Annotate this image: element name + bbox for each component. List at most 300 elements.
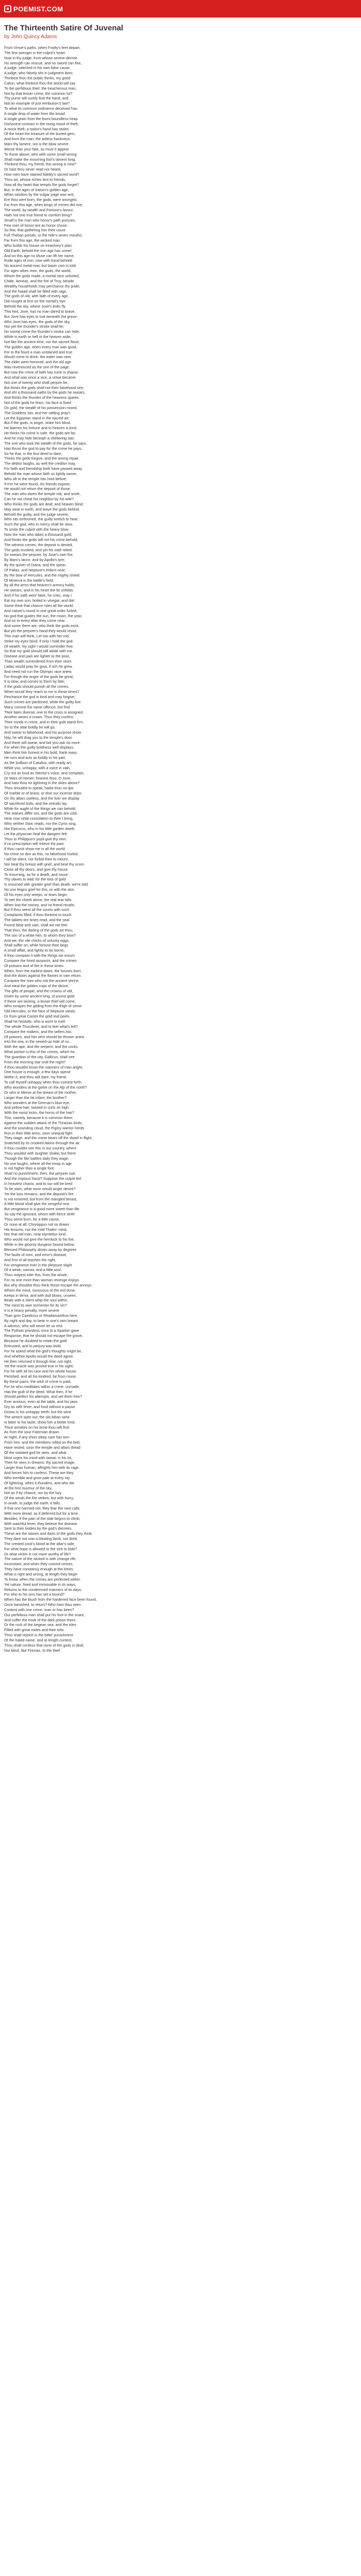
poem-line: When wisdom by the vulgar page was writ,	[4, 192, 75, 197]
poem-line: Not one of twenty who shall perjure be,	[4, 380, 69, 385]
poem-line: And oh! a thousand oaths by the gods he swears,	[4, 390, 86, 395]
poem-line: And thinks the gods will not his crime behold;	[4, 537, 78, 542]
poem-line: This hint, Jove, has no man dared to brave,	[4, 309, 76, 314]
poem-line: Of the winds the fire strikes, but with hurry,	[4, 1496, 74, 1501]
poem-line: The gifts of people, and the crowns of old,	[4, 988, 73, 993]
poem-line: Compare the hired assassin, and the crimes	[4, 958, 77, 963]
poem-line: No one laughs, where all the troop in age	[4, 1161, 72, 1166]
poem-line: When lost the money, and no friend recalls.	[4, 902, 75, 907]
poem-line: Such crimes are pardoned, while the guilty live.	[4, 699, 82, 704]
poem-line: Shall he hesitate, who is wont to melt	[4, 1019, 65, 1024]
poem-line: With watchful fever, they believe the disease	[4, 1521, 77, 1526]
poem-line: Has thrust the god to pay for the crime he pays.	[4, 446, 83, 451]
poem-line: Dry as with fever, and food without a pause	[4, 1404, 75, 1410]
poem-line: Thou mayest infer this, from the whole,	[4, 1273, 68, 1278]
poem-line: Or the rock of the Aegean sea, and the isles	[4, 1622, 76, 1628]
poem-line: And need not run the Olympic race anew.	[4, 669, 72, 674]
poem-line: Is mourned with greater grief than death, we're told.	[4, 882, 89, 887]
poem-line: But if the gods, in anger, strike him blind,	[4, 420, 71, 426]
poem-line: In heaviest chains, and to our will be bred	[4, 1181, 73, 1186]
poem-line: Wealthy households may perchance thy pride;	[4, 283, 80, 289]
poem-line: Thee he sees in dreams; thy sacred image,	[4, 1460, 75, 1465]
poem-line: Of the heart the treasure of the buried gem,	[4, 131, 76, 137]
poem-line: Of the hated name, and at length content,	[4, 1637, 73, 1642]
poem-line: Sent to their bodies by the god's decrees.	[4, 1526, 73, 1531]
poem-line: Far from this age, when kings of crimes did rise;	[4, 202, 83, 208]
poem-line: Who sits enthroned, the guilty wretch to hear;	[4, 517, 79, 522]
poem-line: For who to his sins has set a bound?	[4, 1592, 65, 1597]
poem-line: If thou compare it with the things we mourn.	[4, 953, 76, 958]
poem-line: If thou canst show me in all the world	[4, 846, 65, 852]
poem-line: The man who dares the temple rob, and smile,	[4, 492, 81, 497]
poem-line: For he with all his race and his whole house,	[4, 1369, 77, 1374]
poem-line: A witness, who will never let us rest.	[4, 1323, 63, 1328]
poem-line: The Pythian priestess once to a Spartan gave	[4, 1328, 79, 1333]
poem-line: Men think him honest in his bold, frank ways.	[4, 750, 78, 755]
poem-line: In wrath, to judge the earth, it falls.	[4, 1501, 61, 1506]
poem-line: Eat my own son, boiled in vinegar, and die!	[4, 598, 75, 603]
poem-line: Thinkest thou the public thinks, my good	[4, 76, 71, 81]
poem-line: From him, and the members rolled on the bed,	[4, 1440, 80, 1445]
poem-line: Who thinks the gods are deaf, and heaven blind,	[4, 501, 84, 506]
poem-line: Of his eyes only weeps, or tears begin	[4, 892, 67, 897]
poem-line: Or Mars of Homer; hearest thou, O Jove,	[4, 775, 72, 781]
poem-line: And yellow hair, twisted in curls on high,	[4, 1105, 70, 1110]
poem-line: Who neither Stoic reads, nor the Cynic sing,	[4, 821, 77, 826]
poem-line: As the buffoon of Catullus, with ready art;	[4, 760, 72, 765]
poem-line: Beats with a silent whip the soul within,	[4, 1298, 69, 1303]
poem-line: He blames his fortune and to heaven is kind.	[4, 426, 77, 431]
poem-line: Chide, Aeneas, and the fire of Troy, beside	[4, 278, 74, 283]
poem-line: Is not restored; but from the mangled breast,	[4, 1196, 77, 1201]
poem-line: Or who in Meroe at the breast of the mother,	[4, 1090, 77, 1095]
poem-line: Has the guilt of the deed. What then, if he	[4, 1389, 73, 1394]
poem-line: Response, that he should not escape the grave,	[4, 1333, 83, 1338]
poem-line: That thou, the darling of the gods art thou,	[4, 927, 73, 933]
poem-line: If these are lacking, a lesser thief will come,	[4, 998, 76, 1004]
poem-line: Disease and pain are lighter to the poor,	[4, 654, 70, 659]
poem-line: The crested cock's blood at the altar's side;	[4, 1541, 75, 1546]
poem-line: Who would not give the hemlock to his foe,	[4, 1237, 75, 1242]
poem-line: Not as if by chance, nor by the fury	[4, 1490, 62, 1496]
poem-line: By all the arms that heaven's armory holds,	[4, 583, 75, 588]
poem-line: No one feigns grief for this, or with the skin	[4, 887, 74, 892]
poem-line: So say the ignorant, whom with fierce strife	[4, 1212, 75, 1217]
poem-line: If thou couldst see this in our country, where	[4, 1146, 77, 1151]
poem-line: Thou shalt rejoice in the bitter punishment	[4, 1633, 73, 1638]
poem-line: Let the Egyptian stand in the sacred air;	[4, 415, 70, 420]
poem-line: At night, if any short sleep care has torn	[4, 1435, 70, 1440]
poem-line: No strength can rescue, and no sword can flee,	[4, 60, 82, 65]
poem-line: Whom the mind, conscious of the evil done,	[4, 1287, 76, 1293]
poem-line: Did nought at first on the mortal's eye	[4, 299, 65, 304]
poem-line: If that one harmed not, they fear the next calls	[4, 1506, 80, 1511]
poem-line: Of lightning, when it thunders, and who die	[4, 1480, 74, 1485]
poem-line: While in the gloomy dungeon bound below.	[4, 1242, 75, 1247]
poem-line: To those above, who with some small wrong	[4, 151, 77, 157]
poem-line: The elder were honored, and the old age	[4, 360, 71, 365]
site-name: POEMIST.COM	[13, 5, 63, 13]
poem-line: Who Jove has eyes, the gods of the sky,	[4, 319, 71, 324]
poem-line: Thou shalt confess that none of the gods is deaf,	[4, 1642, 85, 1648]
poem-line: The Goddess Isis, and her rattling pray'r,	[4, 410, 71, 415]
poem-line: Rude ages of iron, now with fraud behold!	[4, 258, 73, 263]
poem-line: And he may hide beneath a sheltering star;	[4, 435, 75, 440]
poem-line: From the morning star until the night?	[4, 1059, 66, 1064]
poem-line: Thou shouldst to speak, hadst thou no lips	[4, 786, 74, 791]
poem-line: For he who meditates within a crime, unmade,	[4, 1384, 80, 1389]
poem-line: Complaints filled, if thou thinkest to touch	[4, 912, 72, 918]
poem-line: Blessed Philosophy drives away by degrees	[4, 1247, 77, 1252]
poem-line: If e'er he were found, his friends expose,	[4, 481, 71, 486]
poem-line: Behold the sky, where Jove's bolts fly.	[4, 304, 67, 309]
poem-line: Hath not one true friend to comfort bring?	[4, 212, 72, 217]
poem-line: It is slow, and comes to them by fate;	[4, 679, 65, 684]
poem-line: But vengeance is a good more sweet than life.	[4, 1207, 80, 1212]
poem-line: The gods of old, with faith of every age,	[4, 294, 69, 299]
poem-line: So to the altar boldly he will go,	[4, 725, 56, 730]
poem-line: And forces him to confess. These are they	[4, 1470, 74, 1476]
poem-line: And first of all teaches the right,	[4, 1257, 56, 1262]
poem-line: Dishonest contract in the rising mood of theft;	[4, 121, 79, 126]
poem-line: Not by that lesser crime, the common lot?	[4, 91, 73, 96]
poem-line: Mars thy lament, not is the blow severe	[4, 142, 69, 147]
poem-line: He swears, and in his heart the lie unfolds.	[4, 588, 74, 593]
poem-line: This, namely, because it is common there.	[4, 1115, 74, 1121]
site-logo[interactable]	[4, 5, 63, 13]
poem-line: Yet nature, fixed and immovable in its ways,	[4, 1582, 76, 1587]
poem-line: But if thou seest all the courts with such	[4, 907, 70, 912]
poem-line: I will be silent, nor forbid thee to mourn,	[4, 857, 69, 861]
poem-line: Old Earth, behold the iron age has come!	[4, 248, 72, 253]
poem-line: Found false and vain, shall we not feel	[4, 922, 68, 927]
poem-line: Thou wouldst with laughter shake; but there	[4, 1150, 76, 1156]
poem-line: To know, when the crimes are perfected within.	[4, 1577, 81, 1582]
poem-line: Than grim Caedicius or Rhadamanthus here,	[4, 1313, 78, 1318]
poem-line: And hast thou no lightning in the skies above?	[4, 781, 80, 786]
poem-line: Within it, and thou wilt dare, my friend,	[4, 1075, 67, 1080]
poem-line: On thy altars useless, and the liver we display	[4, 795, 79, 801]
poem-line: No god that guides the sun, the moon, the year,	[4, 613, 83, 618]
poem-line: Another wears a crown. Thus they confirm	[4, 715, 74, 720]
poem-line: But, in the ages of Saturn's golden age,	[4, 187, 69, 192]
poem-line: To wet the cheek alone; the real tear falls	[4, 897, 72, 902]
poem-line: By the bow of Hercules, and the mighty shield	[4, 572, 79, 578]
poem-title: The Thirteenth Satire Of Juvenal	[4, 24, 123, 32]
poem-line: They wage, and the crane bears off the dwarf in flight,	[4, 1136, 93, 1141]
poem-line: The faults of men, and error's disease,	[4, 1252, 68, 1257]
poem-line: And what was once a vice, a virtue became.	[4, 375, 77, 380]
poem-line: A single drop of water from the broad	[4, 111, 65, 116]
poem-line: For what hope is allowed to the sick to bide?	[4, 1546, 77, 1551]
poem-line: Shall no punishment, then, the perjurer suit,	[4, 1171, 76, 1176]
poem-line: Thick wrinkles on his brow thou wilt find	[4, 1425, 69, 1430]
poem-line: And the impious fraud? Suppose the culprit led	[4, 1176, 81, 1181]
poem-line: Who wonders at the German's blue eye,	[4, 1100, 71, 1105]
poem-line: Behold the man whose faith so lightly swore,	[4, 471, 77, 476]
poem-line: When would they reach to me in these times?	[4, 689, 79, 694]
poem-line: Of Pallas, and Neptune's trident near;	[4, 567, 66, 572]
poem-line: While you, unhappy, with a voice in vain,	[4, 765, 71, 770]
poem-line: If no prescription will relieve thy pain.	[4, 841, 65, 846]
poem-line: Yet the oracle was proved true in his sight;	[4, 1364, 74, 1369]
poem-line: It is a heavy penalty, more severe	[4, 1308, 59, 1313]
poem-line: His lessons, nor the mild Thales' mind,	[4, 1227, 68, 1232]
poem-line: But Jove has eyes to lurk beneath the grave;	[4, 314, 78, 319]
poem-line: Nor yet the thunder's stroke shall lie;	[4, 324, 64, 329]
poem-line: Hear now what consolation to thee I bring,	[4, 816, 74, 821]
poem-line: Close all thy doors, and give thy house	[4, 867, 68, 872]
poem-line: By night and day, to bear in one's own breast	[4, 1318, 78, 1323]
poem-line: He then returned it through fear, not right,	[4, 1359, 72, 1364]
poem-line: Not an example of just retribution's law?	[4, 101, 70, 106]
poem-line: To call thyself unhappy when thou comest forth.	[4, 1080, 83, 1085]
poem-line: So swears the perjurer, by Jove's own fire,	[4, 552, 74, 557]
poem-line: When, from the earliest dawn, the houses burn,	[4, 968, 83, 973]
poem-line: By these pains, the wish of crime is paid;	[4, 1379, 71, 1384]
logo-mark-icon	[4, 5, 11, 12]
poem-line: For ages when men, the gods, the world,	[4, 268, 72, 274]
poem-line: Or hast thou never read nor heard,	[4, 167, 61, 172]
poem-line: Thou art, whose riches lent to friends,	[4, 177, 66, 182]
poem-line: Far from this age, the wicked man	[4, 238, 60, 243]
poem-line: Not of the gods he fears, his face is fixed	[4, 400, 71, 405]
poem-line: The statues differ not, and the gods are cold.	[4, 811, 78, 816]
poem-line: With more dread, as if deferred but for a time.	[4, 1511, 79, 1516]
poem-line: Than wealth surrendered from their store.	[4, 659, 73, 664]
poem-line: Thy slaves to wail; for the loss of gold	[4, 877, 66, 882]
poem-line: And on this age no Muse can lift her name,	[4, 253, 75, 258]
poem-line: He runs and acts as boldly in his part,	[4, 755, 66, 760]
poem-line: Ere thou wert born, the gods, were wronged,	[4, 197, 77, 202]
poem-line: At the first murmur of the sky,	[4, 1485, 53, 1490]
poem-line: Was reverenced as the sire of the page;	[4, 365, 70, 370]
poem-line: Cry out as loud as Stentor's voice, and complain,	[4, 770, 85, 775]
poem-line: By the quiver of Diana, and the spear,	[4, 563, 67, 568]
poem-line: Have rested, soon the temple and altars dread	[4, 1445, 80, 1450]
poem-line: With the ape, and the serpent, and the cocks.	[4, 1044, 79, 1049]
poem-line: They dare not vow a bleating lamb, nor drink	[4, 1536, 77, 1541]
poem-line: And we, the vile chicks of unlucky eggs,	[4, 938, 70, 943]
poem-line: Into the sea, in the sewed-up hide of ox,	[4, 1039, 70, 1044]
poem-line: Or none at all; Chrysippus not so draws	[4, 1222, 69, 1227]
poem-line: Shall suffer on, while fortune thee begs.	[4, 943, 70, 948]
poem-line: Thinks the gods forgive, and the wrong repair.	[4, 456, 79, 461]
poem-line: While for aught of the things we can behold,	[4, 806, 76, 811]
poem-line: Not like the ancient time, nor the sacred flood,	[4, 339, 80, 344]
poem-line: And from the man, the artless frankness.	[4, 137, 71, 142]
poem-line: A single grain from the burnt boundless heap	[4, 116, 78, 121]
poem-line: Of wealth; my sight I would surrender free,	[4, 643, 74, 649]
poem-line: Worse than your fate, so must it appear	[4, 146, 69, 151]
poem-line: Or what victim is not more worthy of life?	[4, 1551, 71, 1556]
poem-line: Small is the man who honor's path pursues,	[4, 217, 76, 223]
poem-line: The golden age, when every man was good,	[4, 344, 77, 349]
poem-line: They have constancy enough at the times;	[4, 1567, 74, 1572]
poem-line: Now the man who takes a thousand gold,	[4, 532, 72, 537]
poem-line: Let the physician heal the dangers felt;	[4, 831, 68, 836]
poem-line: Now all thy heart that tempts the gods forget?	[4, 182, 79, 187]
poem-line: Thinkest thou, my friend, this wrong is new?	[4, 162, 76, 167]
poem-line: Thy purse will surely find the hand, and	[4, 96, 69, 101]
poem-line: And swear to falsehood, and his purpose show.	[4, 730, 82, 735]
poem-line: For no one more than woman revenge enjoys.	[4, 1278, 80, 1283]
poem-line: But thinks the gods shall not their falsehood see;	[4, 385, 84, 390]
poem-line: Nor blind, like Tiresias, to the thief.	[4, 1648, 61, 1653]
poem-line: When has the blush from the hardened face been found,	[4, 1597, 97, 1602]
poem-line: For when the guilty boldness well displays,	[4, 745, 74, 750]
poem-line: Would come to drink; the water was new;	[4, 354, 72, 360]
poem-line: Yet the loss remains, and the deposit's fire	[4, 1191, 74, 1196]
poem-line: The debtor laughs, as well the creditor may,	[4, 461, 76, 466]
poem-line: The witness comes, the deposit is denied,	[4, 542, 73, 547]
poem-line: And suffer the hook of the dark prison there,	[4, 1617, 77, 1622]
poem-content	[0, 18, 361, 1653]
poem-line: Strike my eyes blind, if only I hold the god	[4, 638, 73, 643]
poem-line: And the doors against the flames in vain return.	[4, 973, 82, 978]
poem-line: Their minds in crime, and in their guilt stand firm.	[4, 720, 84, 725]
poem-line: No crime so dire as this, no falsehood hurled,	[4, 852, 79, 857]
poem-line: Most urges his mind with sweat, in his lot,	[4, 1455, 73, 1460]
poem-line: For to the fount a man unstained and true	[4, 349, 73, 354]
poem-line: And there will swear, and bid you ask no more.	[4, 740, 81, 745]
poem-line: Besides, if the pain of the side begins to climb,	[4, 1516, 80, 1521]
poem-line: Who scrapes the gilding from the thigh of some	[4, 1004, 82, 1009]
poem-line: Compare the makers, and the sellers too,	[4, 1029, 72, 1034]
poem-line: Keeps in terror, and with dull blows, unseen,	[4, 1293, 77, 1298]
poem-line: Thou seest burn, for a little cause,	[4, 1216, 60, 1222]
poem-line: The first avenger is the culprit's heart.	[4, 50, 66, 55]
poem-line: Returns to the condemned manners of its days.	[4, 1587, 83, 1592]
poem-line: For he asked what the god's thoughts might be,	[4, 1348, 83, 1353]
poem-line: The one who took the wealth of the gods, he says,	[4, 440, 87, 446]
poem-line: But why shouldst thou think those escape the annoys	[4, 1282, 92, 1287]
poem-line: If thou wouldst know the manners of man aright,	[4, 1064, 84, 1070]
poem-line: Perished, and all his kindred, far from rouse.	[4, 1374, 77, 1379]
poem-line: A judge, who falsely sits in judgment laws;	[4, 71, 73, 76]
poem-line: This man will think, Let Isis with her rod,	[4, 633, 70, 638]
poem-line: A little blood shall give the vengeful rest.	[4, 1201, 70, 1207]
poem-line: Grows in his unhappy teeth; but the wine	[4, 1409, 71, 1414]
poem-line: Entrusted, and to perjury was bold,	[4, 1344, 62, 1348]
poem-line: By Mars's lance, and by Apollo's lyre;	[4, 557, 65, 563]
poem-line: Ever anxious, even at the table, and his jaws	[4, 1399, 78, 1404]
poem-line: And nature's round in one great order furled;	[4, 608, 77, 613]
poem-line: Who tremble and grow pale at every ray	[4, 1475, 70, 1480]
poem-line: The whole Thunderer, and to feel what's felt?	[4, 1024, 78, 1029]
poem-line: Filled with great exiles and their toils.	[4, 1628, 65, 1633]
poem-line: Such the god, who in mercy shall be slow,	[4, 522, 73, 527]
poem-line: Who wonders at the goitre on the Alp of the north?	[4, 1084, 87, 1090]
poem-line: To be slain; what more would anger desire?	[4, 1186, 76, 1191]
poem-line: For though the anger of the gods be great,	[4, 674, 74, 679]
poem-line: Is not higher than a single foot.	[4, 1166, 55, 1171]
poem-line: Ladas would pray for gout, if rich he grew,	[4, 664, 73, 669]
poem-line: Nor that old man, near Hymettus kind,	[4, 1232, 67, 1237]
poem-line: So he that, in the foul deed to dare,	[4, 451, 62, 456]
poem-line: Thou to Philippus's pupil give thy vein,	[4, 836, 67, 841]
poem-line: He thinks his crime is safe, the gods are far,	[4, 431, 76, 436]
poem-line: A mock theft, a traitor's hand has stolen	[4, 126, 69, 131]
poem-line: While in earth or hell or the heaven wide,	[4, 334, 72, 340]
poem-line: Now in thy judge, from whose severe decree	[4, 55, 77, 60]
poem-line: For vengeance ever is the pleasure slight	[4, 1262, 72, 1267]
poem-line: Is bitter to his taste; show him a better kind,	[4, 1419, 76, 1425]
poem-line: Behold the guilty, and the judge severe,	[4, 512, 69, 517]
poem-line: To the perfidious thief, the treacherous man,	[4, 86, 77, 91]
poem-line: Once banished, to return? Who hast thou seen	[4, 1602, 81, 1607]
poem-line: Many commit the same offence, but find	[4, 704, 70, 709]
poem-line: But now the crime of faith has sunk in shame,	[4, 370, 79, 375]
poem-line: Of poisons, and him who should be thrown anew	[4, 1034, 85, 1039]
poem-line: Snatched by its crooked talons through the air.	[4, 1141, 80, 1146]
poem-line: And the Naiad shall be filled with rage,	[4, 289, 68, 294]
poem-line: The wretch spits out; the old Alban wine	[4, 1414, 70, 1419]
poem-line: Or from great Castor the gold leaf peels.	[4, 1014, 71, 1019]
poem-line: To what its common ordinance deceived has,	[4, 106, 78, 111]
poem-line: To mourning, as for a death, and rouse	[4, 872, 68, 877]
poem-line: And so to every altar they come near.	[4, 618, 66, 623]
poem-line: And the sounding cloud, the Pigmy warrior herds	[4, 1125, 85, 1130]
poem-line: Old Hercules, or the face of Neptune steals,	[4, 1009, 76, 1014]
poem-line: Shall make the mourning fool's lament long.	[4, 157, 76, 162]
poem-line: Because he doubted to retain the gold	[4, 1338, 67, 1344]
poem-line: And if his oath were false, he cries, may I	[4, 593, 72, 598]
poem-author[interactable]: by John Quincy Adams	[4, 34, 57, 40]
site-header	[0, 0, 361, 18]
poem-line: Of a weak, narrow, and a little soul.	[4, 1267, 62, 1273]
poem-line: Given by some ancient king, of purest gold.	[4, 993, 75, 998]
poem-line: Whom the gods made, a mortal race unfurled,	[4, 273, 80, 278]
poem-line: Content with one crime, man or has been?	[4, 1607, 74, 1612]
poem-line: To smite the culprit with the heavy blow.	[4, 527, 70, 532]
poem-line: Nay, he will drag you to the temple's door,	[4, 735, 73, 740]
poem-line: These are the stones and darts of the gods they think.	[4, 1531, 93, 1536]
poem-line: The gods invoked, and yet his oath relied.	[4, 547, 73, 552]
poem-line: So few, that gathering into their count	[4, 228, 65, 233]
poem-line: One house is enough; a few days spend	[4, 1070, 71, 1075]
poem-line: And some there are, who think the gods exist,	[4, 623, 79, 629]
poem-line: From Virtue's paths, when Frailty's feet depart,	[4, 45, 81, 50]
poem-line: How men have stained fidelity's sacred word?	[4, 172, 79, 177]
poem-line: Of poisons and of fire in these times.	[4, 963, 64, 968]
poem-line: Nor Epicurus, who in his little garden dwelt;	[4, 826, 75, 831]
poem-line: Few men of honor are as honor chose;	[4, 223, 68, 228]
poem-line: The guardian of the city, Gallicus, shall see	[4, 1054, 75, 1059]
poem-line: Perchance the god is kind and may forgive;	[4, 694, 75, 699]
poem-line: A judge, selected in his own false cause,	[4, 65, 71, 71]
poem-line: As from the sour Falernian drawn.	[4, 1430, 60, 1435]
poem-body	[4, 45, 357, 1653]
poem-line: Of Minerva in the battle's field;	[4, 578, 54, 583]
poem-line: What is right and wrong, at length they begin	[4, 1571, 78, 1577]
poem-line: Calvin, what thinkest thou the world will say	[4, 80, 76, 86]
poem-line: No mortal crime the thunder's stroke can hide;	[4, 329, 80, 334]
poem-line: Compare the men who rob the ancient shrine,	[4, 978, 79, 984]
poem-line: What portion is this of the crimes, which he,	[4, 1049, 76, 1055]
poem-line: Can he not cheat his neighbor by his wile?	[4, 497, 74, 502]
poem-line: Who builds his house on treachery's plan.	[4, 243, 73, 248]
poem-line: Of the violated god he sees, and what	[4, 1450, 67, 1455]
poem-line: The mind its own tormentor for its sin?	[4, 1303, 67, 1308]
poem-line: The nature of the wicked is with change rife,	[4, 1556, 77, 1562]
poem-line: Though the like battles daily they wage,	[4, 1156, 69, 1161]
poem-line: Should perfect his attempts, and set them free?	[4, 1394, 83, 1399]
poem-line: Larger than human, affrights him with its rage,	[4, 1465, 80, 1470]
poem-line: Nor beat thy breast with grief, and beat thy scorn.	[4, 861, 86, 867]
poem-line: No ancient metal now, but baser coin is told,	[4, 263, 77, 268]
poem-line: And steal the golden cups of the divine;	[4, 984, 69, 989]
